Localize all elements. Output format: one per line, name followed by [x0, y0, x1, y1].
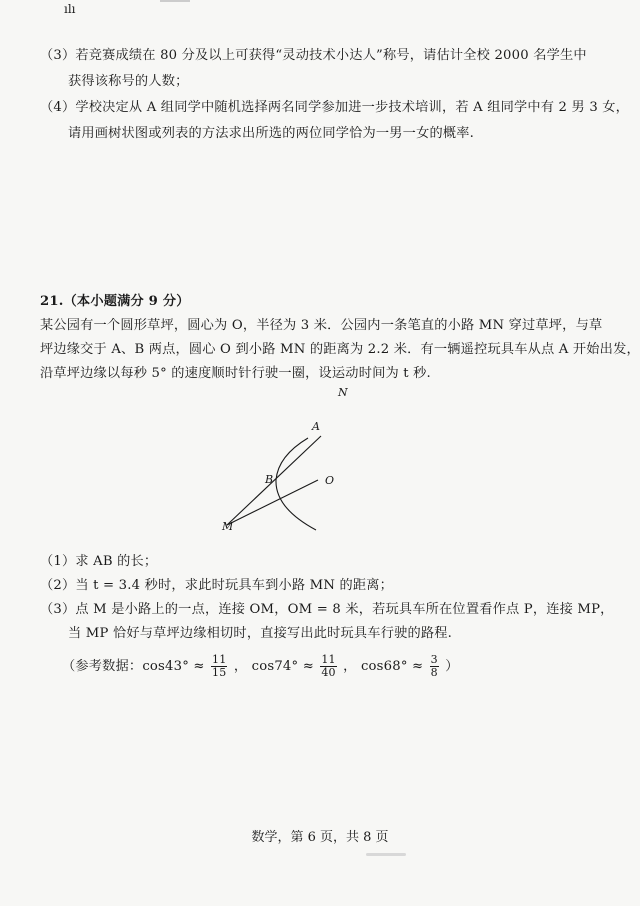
- q20-part3-line2: 获得该称号的人数；: [68, 74, 189, 89]
- reference-suffix: ）: [445, 659, 459, 674]
- reference-mid1: ， cos74° ≈: [233, 659, 314, 674]
- q20-part4-line2: 请用画树状图或列表的方法求出所选的两位同学恰为一男一女的概率.: [68, 126, 475, 141]
- q21-part1: （1）求 AB 的长；: [40, 554, 158, 569]
- scan-smudge: [366, 853, 406, 856]
- label-N: N: [338, 386, 348, 399]
- label-M: M: [222, 520, 234, 533]
- reference-mid2: ， cos68° ≈: [343, 659, 424, 674]
- fraction-3-8: $\frac{3}{8}$: [430, 653, 438, 679]
- label-O: O: [325, 474, 335, 487]
- q21-part2: （2）当 t = 3.4 秒时，求此时玩具车到小路 MN 的距离；: [40, 578, 394, 593]
- q20-part4-line1: （4）学校决定从 A 组同学中随机选择两名同学参加进一步技术培训，若 A 组同学中有 2 男 3 女，: [40, 100, 630, 115]
- label-B: B: [265, 473, 274, 486]
- q21-stem-line3: 沿草坪边缘以每秒 5° 的速度顺时针行驶一圈，设运动时间为 t 秒.: [40, 366, 431, 381]
- fraction-11-15: $\frac{11}{15}$: [212, 653, 227, 679]
- q21-part3-line1: （3）点 M 是小路上的一点，连接 OM，OM = 8 米，若玩具车所在位置看作点 P，连接 MP，: [40, 602, 614, 617]
- top-mark: ılı: [64, 2, 76, 16]
- q21-heading: 21.（本小题满分 9 分）: [40, 294, 190, 309]
- reference-data: [62, 654, 459, 679]
- path-line-MN: [227, 436, 321, 525]
- reference-prefix: （参考数据：cos43° ≈: [62, 659, 205, 674]
- fraction-11-40: $\frac{11}{40}$: [321, 653, 336, 679]
- segment-MO: [227, 480, 318, 525]
- label-A: A: [312, 420, 320, 433]
- q21-stem-line2: 坪边缘交于 A、B 两点，圆心 O 到小路 MN 的距离为 2.2 米．有一辆遥控玩具车从点 A 开始出发，: [40, 342, 640, 357]
- q21-stem-line1: 某公园有一个圆形草坪，圆心为 O，半径为 3 米．公园内一条笔直的小路 MN 穿过草坪，与草: [40, 318, 603, 333]
- q20-part3-line1: （3）若竞赛成绩在 80 分及以上可获得“灵动技术小达人”称号，请估计全校 2000 名学生中: [40, 48, 587, 63]
- page-footer: 数学，第 6 页，共 8 页: [251, 830, 389, 845]
- q21-part3-line2: 当 MP 恰好与草坪边缘相切时，直接写出此时玩具车行驶的路程.: [68, 626, 453, 641]
